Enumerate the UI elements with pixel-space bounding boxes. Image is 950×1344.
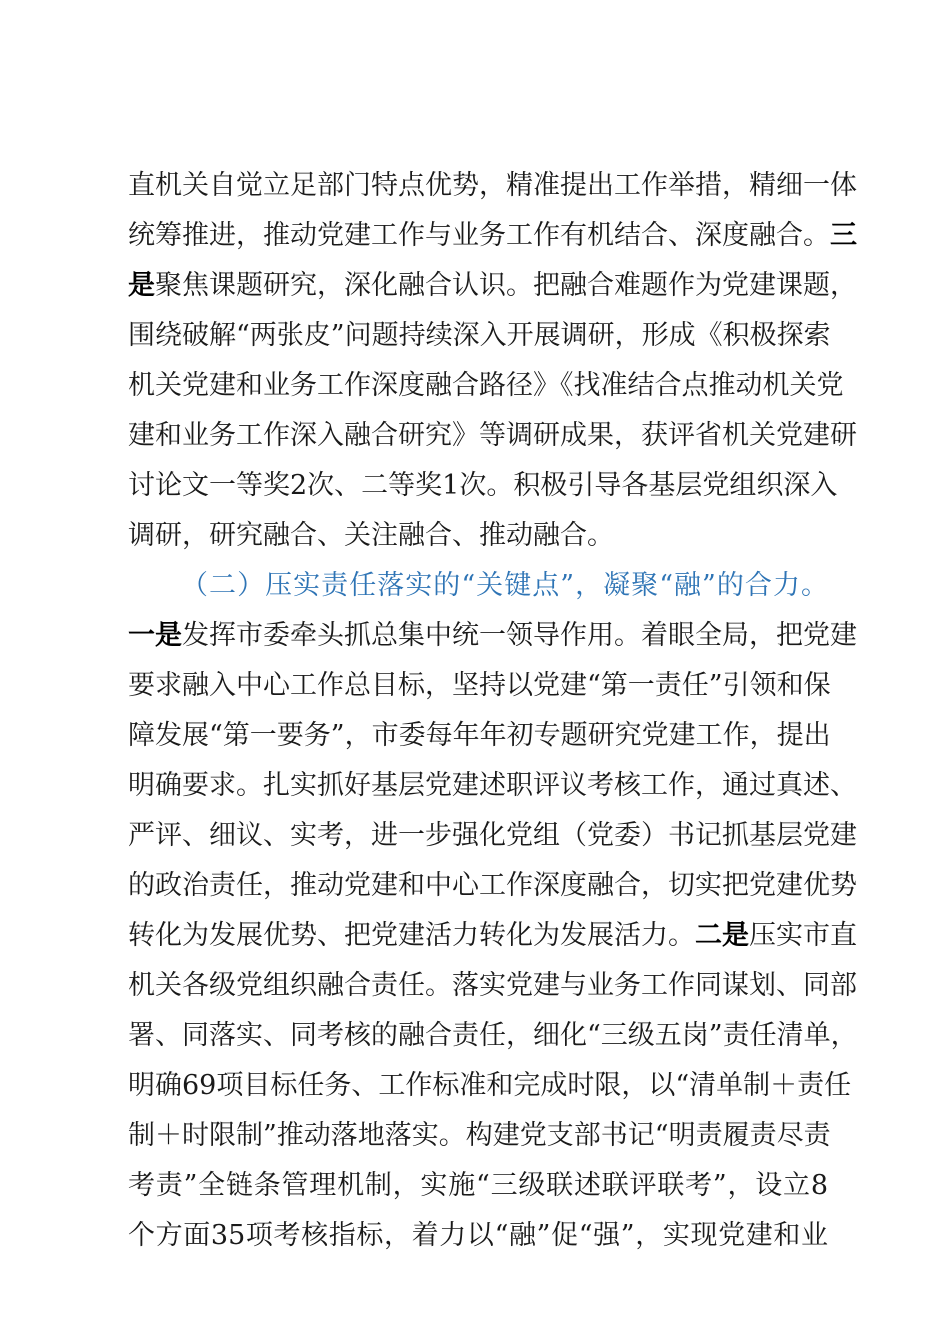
paragraph-line: 考责”全链条管理机制，实施“三级联述联评联考”，设立8 bbox=[128, 1170, 828, 1201]
paragraph-line: 直机关自觉立足部门特点优势，精准提出工作举措，精细一体 bbox=[128, 170, 857, 201]
paragraph-line: 讨论文一等奖2次、二等奖1次。积极引导各基层党组织深入 bbox=[128, 470, 838, 501]
paragraph-line: 严评、细议、实考，进一步强化党组（党委）书记抓基层党建 bbox=[128, 820, 857, 851]
paragraph-line: 围绕破解“两张皮”问题持续深入开展调研，形成《积极探索 bbox=[128, 320, 831, 351]
paragraph-line: 一是发挥市委牵头抓总集中统一领导作用。着眼全局，把党建 bbox=[128, 620, 857, 651]
paragraph-line: 统筹推进，推动党建工作与业务工作有机结合、深度融合。三 bbox=[128, 220, 857, 251]
bold-marker: 一是 bbox=[128, 620, 182, 651]
paragraph-line: 建和业务工作深入融合研究》等调研成果，获评省机关党建研 bbox=[128, 420, 857, 451]
paragraph-line: 机关各级党组织融合责任。落实党建与业务工作同谋划、同部 bbox=[128, 970, 857, 1001]
bold-marker: 是 bbox=[128, 270, 155, 301]
paragraph-line: 要求融入中心工作总目标，坚持以党建“第一责任”引领和保 bbox=[128, 670, 831, 701]
paragraph-line: 明确要求。扎实抓好基层党建述职评议考核工作，通过真述、 bbox=[128, 770, 857, 801]
paragraph-line: 署、同落实、同考核的融合责任，细化“三级五岗”责任清单， bbox=[128, 1020, 858, 1051]
paragraph-line: 个方面35项考核指标，着力以“融”促“强”，实现党建和业 bbox=[128, 1220, 828, 1251]
paragraph-line: 转化为发展优势、把党建活力转化为发展活力。二是压实市直 bbox=[128, 920, 857, 951]
paragraph-line: 明确69项目标任务、工作标准和完成时限，以“清单制＋责任 bbox=[128, 1070, 852, 1101]
paragraph-line: 的政治责任，推动党建和中心工作深度融合，切实把党建优势 bbox=[128, 870, 857, 901]
bold-marker: 三 bbox=[830, 220, 857, 251]
paragraph-line: 制＋时限制”推动落地落实。构建党支部书记“明责履责尽责 bbox=[128, 1120, 831, 1151]
section-heading: （二）压实责任落实的“关键点”，凝聚“融”的合力。 bbox=[181, 570, 828, 601]
paragraph-line: 是聚焦课题研究，深化融合认识。把融合难题作为党建课题， bbox=[128, 270, 857, 301]
paragraph-line: 调研，研究融合、关注融合、推动融合。 bbox=[128, 520, 614, 551]
paragraph-line: 障发展“第一要务”，市委每年年初专题研究党建工作，提出 bbox=[128, 720, 831, 751]
paragraph-line: 机关党建和业务工作深度融合路径》《找准结合点推动机关党 bbox=[128, 370, 844, 401]
bold-marker: 二是 bbox=[695, 920, 749, 951]
